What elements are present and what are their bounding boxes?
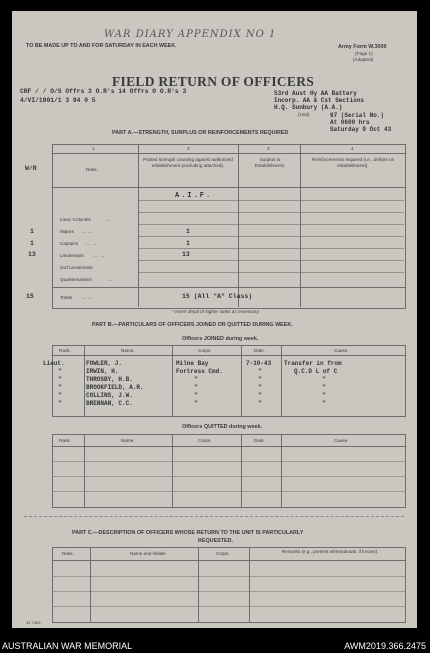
joined-rank: " xyxy=(58,368,62,375)
part-b-title: PART B.—PARTICULARS OF OFFICERS JOINED OR QUITTED DURING WEEK. xyxy=(92,322,293,328)
rank-label: Captains xyxy=(60,241,79,246)
joined-date: " xyxy=(258,376,262,383)
part-c-col-header: Corps. xyxy=(216,551,230,556)
quitted-col-header: Rank. xyxy=(59,438,72,443)
quitted-col-header: Date. xyxy=(254,438,265,443)
form-page: (Page 1) xyxy=(355,51,373,56)
form-number: Army Form W.3009 xyxy=(338,44,387,50)
quitted-col-header: Cause. xyxy=(334,438,349,443)
totals-left: 15 xyxy=(26,293,34,300)
joined-col-header: Name. xyxy=(121,348,135,353)
unit-label: (Unit) xyxy=(298,112,310,117)
joined-corps: Fortress Cmd. xyxy=(176,368,223,375)
rank-label: Lieutenants xyxy=(60,253,84,258)
joined-name: BRENNAN, C.C. xyxy=(86,400,133,407)
left-count: 1 xyxy=(30,228,34,235)
typed-unit-line: H.Q. Sunbury (A.A.) xyxy=(274,104,343,111)
perforation-line xyxy=(24,516,404,517)
joined-title: Officers JOINED during week. xyxy=(182,336,259,342)
joined-name: FOWLER, J. xyxy=(86,360,123,367)
footer-credit: AUSTRALIAN WAR MEMORIAL xyxy=(2,641,133,651)
col-rank-header: Rank. xyxy=(86,167,99,172)
part-c-col-header: Name and Initials. xyxy=(130,551,167,556)
left-count: 1 xyxy=(30,240,34,247)
quitted-col-header: Corps. xyxy=(198,438,212,443)
joined-col-header: Date. xyxy=(254,348,265,353)
joined-rank: " xyxy=(58,400,62,407)
posted-count: 1 xyxy=(186,240,190,247)
part-c-title-2: REQUESTED. xyxy=(198,538,234,544)
joined-rank: " xyxy=(58,392,62,399)
typed-unit-line: Incorp. AA & Cst Sections xyxy=(274,97,365,104)
joined-name: THROSBY, H.B. xyxy=(86,376,133,383)
totals-posted: 15 (All "A" Class) xyxy=(182,293,253,300)
col-number: 1 xyxy=(92,146,95,151)
aif-section-label: A.I.F. xyxy=(175,192,213,200)
joined-cause: " xyxy=(322,376,326,383)
col-surplus-header: Surplus to Establishment. xyxy=(254,157,286,168)
joined-cause: " xyxy=(322,384,326,391)
wr-mark: W/R xyxy=(25,165,37,172)
rank-label: 2nd Lieutenants xyxy=(60,265,93,270)
typed-unit-line: 97 (Serial No.) xyxy=(330,112,385,119)
handwritten-appendix-note: WAR DIARY APPENDIX NO 1 xyxy=(104,29,277,40)
joined-corps: " xyxy=(194,376,198,383)
rank-label: Majors xyxy=(60,229,74,234)
joined-col-header: Cause. xyxy=(334,348,349,353)
left-count: 13 xyxy=(28,251,36,258)
joined-corps: " xyxy=(194,384,198,391)
joined-name: BROOKFIELD, A.R. xyxy=(86,384,144,391)
footer-accession: AWM2019.366.2475 xyxy=(344,641,426,651)
part-a-footnote: * Insert detail of higher ranks as necessary. xyxy=(172,309,260,314)
col-number: 2 xyxy=(187,146,190,151)
joined-date: " xyxy=(258,368,262,375)
joined-cause: Transfer in from xyxy=(284,360,342,367)
col-reinf-header: Reinforcements required (i.e., deficits on establishment). xyxy=(311,157,395,168)
joined-name: COLLINS, J.W. xyxy=(86,392,133,399)
joined-rank: " xyxy=(58,376,62,383)
joined-cause: Q.C.D L of C xyxy=(294,368,338,375)
typed-strength-line-1: CRF / / O/S Offrs 3 O.R's 14 Offrs O O.R's 3 xyxy=(20,88,187,95)
joined-corps: Milne Bay xyxy=(176,360,209,367)
joined-corps: " xyxy=(194,392,198,399)
typed-unit-line: 53rd Aust Hy AA Battery xyxy=(274,90,357,97)
quitted-title: Officers QUITTED during week. xyxy=(182,424,262,430)
part-c-col-header: Rank. xyxy=(62,551,75,556)
print-mark: 34 7303 xyxy=(26,620,41,625)
form-instruction: TO BE MADE UP TO AND FOR SATURDAY IN EACH WEEK. xyxy=(26,43,177,49)
rank-label: Quartermasters xyxy=(60,277,92,282)
document-page: WAR DIARY APPENDIX NO 1 TO BE MADE UP TO AND FOR SATURDAY IN EACH WEEK. Army Form W.3009 (Page 1) (Adapted) FIELD RETURN OF OFFICERS CRF / / O/S Offrs 3 O.R's 14 Offrs O O.R's 3 4/VI/1901/1 3 94 0 5 53rd Aust Hy AA Battery Incorp. AA & Cst Sections H.Q. Sunbury (A.A.) (Unit) 97 (Serial No.) At 0600 hrs Saturday 9 Oct 43 PART A.—STRENGTH, SURPLUS OR REINFORCEMENTS REQUIRED 1 2 3 4 Rank. Posted strength counting against authorized establishment (excluding attached). Surplus to Establishment. Reinforcements required (i.e., deficits on establishment). W/R A.I.F. Lieut.-Colonels ... 1 Majors ... ... 1 1 Captains ... ... 1 13 Lieutenants ... ... 13 2nd Lieutenants Quartermasters ... 15 Totals ... ... 15 (All "A" Class) * Insert detail of higher ranks as necessary. PART B.—PARTICULARS OF OFFICERS JOINED OR QUITTED DURING WEEK. Officers JOINED during week. Rank. Name. Corps. Date. Cause. Lieut. FOWLER, J. Milne Bay 7-10-43 Transfer in from " IRWIN, H. Fortress Cmd. " Q.C.D L of C " THROSBY, H.B. " " " " BROOKFIELD, A.R. " " " " COLLINS, J.W. " " " " BRENNAN, C.C. " " " Officers QUITTED during week. Rank. Name. Corps. Date. Cause. PART C.—DESCRIPTION OF OFFICERS WHOSE RETURN TO THE UNIT IS PARTICULARLY REQUESTED. Rank. Name and Initials. Corps. Remarks (e.g., present whereabouts, if known). 34 7303 xyxy=(12,11,417,628)
typed-unit-line: At 0600 hrs xyxy=(330,119,370,126)
typed-unit-line: Saturday 9 Oct 43 xyxy=(330,126,392,133)
joined-rank: " xyxy=(58,384,62,391)
joined-corps: " xyxy=(194,400,198,407)
form-title: FIELD RETURN OF OFFICERS xyxy=(112,74,315,89)
joined-cause: " xyxy=(322,392,326,399)
joined-date: " xyxy=(258,392,262,399)
part-c-title: PART C.—DESCRIPTION OF OFFICERS WHOSE RETURN TO THE UNIT IS PARTICULARLY xyxy=(72,530,304,536)
posted-count: 1 xyxy=(186,228,190,235)
joined-date: " xyxy=(258,400,262,407)
form-adapted: (Adapted) xyxy=(353,57,374,62)
part-c-table xyxy=(52,547,406,623)
rank-label: Lieut.-Colonels xyxy=(60,217,91,222)
col-number: 4 xyxy=(351,146,354,151)
col-number: 3 xyxy=(267,146,270,151)
joined-name: IRWIN, H. xyxy=(86,368,119,375)
typed-strength-line-2: 4/VI/1901/1 3 94 0 5 xyxy=(20,97,96,104)
joined-date: " xyxy=(258,384,262,391)
joined-cause: " xyxy=(322,400,326,407)
quitted-col-header: Name. xyxy=(121,438,135,443)
part-c-col-header: Remarks (e.g., present whereabouts, if known). xyxy=(281,549,379,554)
totals-label: Totals xyxy=(60,295,72,300)
joined-date: 7-10-43 xyxy=(246,360,272,367)
joined-rank: Lieut. xyxy=(43,360,65,367)
part-a-title: PART A.—STRENGTH, SURPLUS OR REINFORCEMENTS REQUIRED xyxy=(112,130,289,136)
col-posted-header: Posted strength counting against authorized establishment (excluding attached). xyxy=(143,157,233,168)
posted-count: 13 xyxy=(182,251,190,258)
joined-col-header: Rank. xyxy=(59,348,72,353)
joined-col-header: Corps. xyxy=(198,348,212,353)
